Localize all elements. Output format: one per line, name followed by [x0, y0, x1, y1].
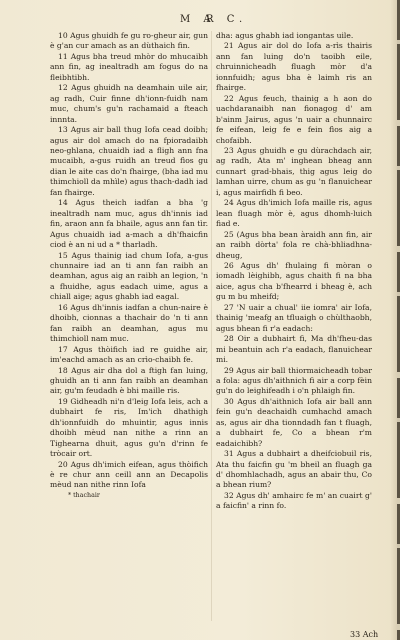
- catchword: 33 Ach: [350, 630, 379, 639]
- verse-14: 14 Agus theich iadfan a bha 'g inealtradh nam muc, agus dh'innis iad fin, araon ann fa bhaile, agus ann fan tìr. Agus chuaidh iad a-mach a dh'fhaicfin ciod è an ni ud a * tharladh.: [50, 198, 208, 250]
- verse-25: 25 (Agus bha bean àraidh ann fin, air an raibh dòrta' fola re chà-bhliadhna-dheug,: [216, 229, 372, 260]
- running-header: [0, 14, 400, 28]
- verse-12: 12 Agus ghuidh na deamhain uile air, ag radh, Cuir finne dh'ionn-fuidh nam muc, chum's gu'n rachamaid a fteach innnta.: [50, 83, 208, 124]
- verse-19: 19 Gidheadh ni'n d'leig Iofa leis, ach a dubhairt fe ris, Im'ich dhathigh dh'ionnfuidh do mhuintir, agus innis dhoibh mèud nan nithe a rinn an Tighearna dhuit, agus gu'n d'rinn fe tròcair ort.: [50, 396, 208, 459]
- footnote: * thachair: [68, 491, 100, 499]
- verse-30: 30 Agus dh'aithnich Iofa air ball ann fein gu'n deachaidh cumhachd amach as, agus air dha tionndadh fan t fluagh, a dubhairt fe, Co a bhean r'm eadaichibh?: [216, 396, 372, 448]
- verse-15: 15 Agus thainig iad chum Iofa, a-gus chunnaire iad an ti ann fan raibh an deamhan, agus aig an raibh an legion, 'n a fhuidhe, agus eadach uime, agus a chiall aige; agus ghabh iad eagal.: [50, 250, 208, 302]
- verse-28: 28 Oir a dubhairt fi, Ma dh'fheu-das mi beantuin ach r'a eadach, flanuichear mi.: [216, 334, 372, 365]
- verse-17: 17 Agus thòifich iad re guidhe air, im'eachd amach as an crìo-chaibh fe.: [50, 344, 208, 365]
- verse-11: 11 Agus bha treud mhòr do mhucaibh ann fin, ag inealtradh am fogus do na fleibhtibh.: [50, 51, 208, 82]
- verse-10: 10 Agus ghuidh fe gu ro-gheur air, gun è g'an cur amach as an dùthaich fin.: [50, 31, 208, 51]
- verse-32: 32 Agus dh' amhairc fe m' an cuairt g' a faicfin' a rinn fo.: [216, 490, 372, 511]
- verse-29: 29 Agus air ball thiormaicheadh tobar a fola: agus dh'aithnich fi air a corp fèin gu'n do leighifeadh i o'n phlaigh fin.: [216, 365, 372, 396]
- verse-16: 16 Agus dh'innis iadfan a chun-naire è dhoibh, cionnas a thachair do 'n ti ann fan raibh an deamhan, agus mu thimchioll nam muc.: [50, 302, 208, 344]
- left-column: [50, 31, 208, 501]
- verse-26: 26 Agus dh' fhulaing fi mòran o iomadh lèighibh, agus chaith fi na bha aice, agus cha b'fhearrd i bheag è, ach gu m bu mheifd;: [216, 260, 372, 302]
- header-right: R C.: [206, 14, 248, 25]
- verse-23: 23 Agus ghuidh e gu dùrachdach air, ag radh, Ata m' inghean bheag ann cunnart grad-bhais, thig agus leig do lamhan uirre, chum as gu 'n flanuichear i, agus mairfidh fi beo.: [216, 145, 372, 197]
- column-gutter: [211, 31, 212, 621]
- verse-24: 24 Agus dh'imich Iofa maille ris, agus lean fluagh mòr è, agus dhomh-luich fiad e.: [216, 198, 372, 229]
- right-column: [216, 31, 372, 512]
- verse-18: 18 Agus air dha dol a ftigh fan luing, ghuidh an ti ann fan raibh an deamhan air, gu'm feudadh è bhi maille ris.: [50, 365, 208, 396]
- verse-13: 13 Agus air ball thug Iofa cead doibh; agus air dol amach do na fpioradaibh neo-ghlana, chuaidh iad a fligh ann fna mucaibh, a-gus ruidh an treud fìos gu dian le aite cas do'n fhairge, (bha iad mu thimchioll da mhìle) agus thach-dadh iad fan fhairge.: [50, 125, 208, 197]
- header-left: M A: [180, 14, 216, 25]
- verse-20-continued: dha: agus ghabh iad iongantas uile.: [216, 31, 354, 40]
- verse-31: 31 Agus a dubhairt a dheifciobuil ris, Ata thu faicfin gu 'm bheil an fluagh ga d' dhomhlachadh, agus an abair thu, Co a bhean rium?: [216, 449, 372, 490]
- verse-20: 20 Agus dh'imich eifean, agus thòifich è re chur ann ceill ann an Decapolis mèud nan nithe rinn Iofa: [50, 459, 208, 490]
- verse-22: 22 Agus feuch, thainig a h aon do uachdaranaibh nan fionagog d' am b'ainm Jairus, agus 'n uair a chunnairc fe eifean, leig fe e fein fìos aig a chofaibh.: [216, 93, 372, 145]
- verse-21: 21 Agus air dol do Iofa a-rìs thairis ann fan luing do'n taoibh eile, chruinnicheadh fluagh mòr d'a ionnfuidh; agus bha è laimh ris an fhairge.: [216, 41, 372, 93]
- verse-27: 27 'N uair a chual' iie iomra' air Iofa, thainig 'meafg an tfluaigh o chùlthaobh, agus bhean fi r'a eadach:: [216, 302, 372, 333]
